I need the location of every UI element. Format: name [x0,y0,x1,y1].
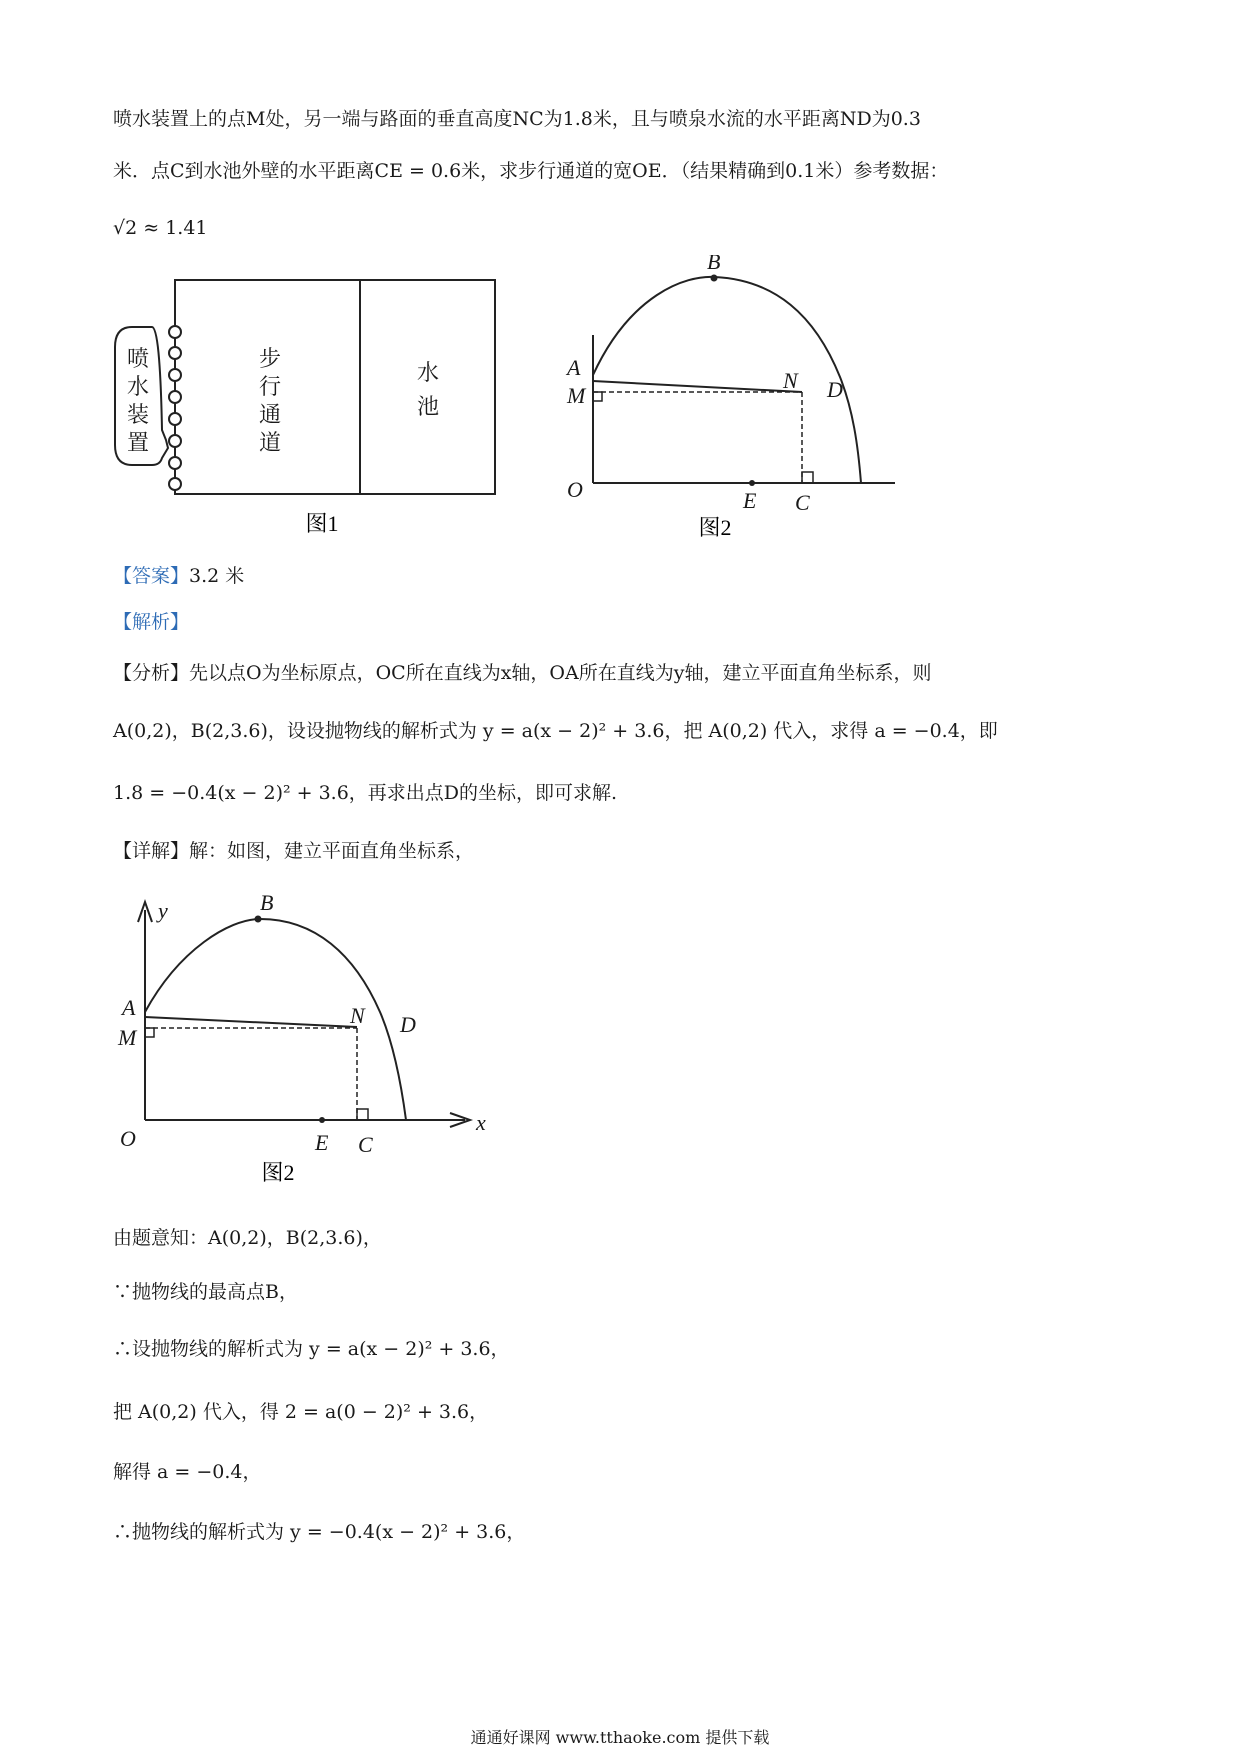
label-M: M [567,383,586,408]
figure-2-top-caption: 图2 [698,515,732,540]
figure-1-caption: 图1 [305,511,339,536]
walkway-char: 行 [258,374,282,399]
intro-line-1: 喷水装置上的点M处，另一端与路面的垂直高度NC为1.8米，且与喷泉水流的水平距离ND为0.3 [113,108,921,130]
analysis-tag: 【解析】 [113,611,190,633]
analysis-line [113,607,189,637]
intro-line-2: 米．点C到水池外壁的水平距离CE = 0.6米，求步行通道的宽OE．（结果精确到0.1米）参考数据： [113,160,949,182]
fenxi-line-1 [113,658,931,688]
label-B: B [707,255,721,274]
label-y: y [158,898,168,923]
answer-text: 3.2 米 [189,565,245,587]
fenxi-text-1: 先以点O为坐标原点，OC所在直线为x轴，OA所在直线为y轴，建立平面直角坐标系，则 [189,662,932,684]
device-char: 喷 [126,346,150,371]
label-D: D [400,1012,416,1037]
device-char: 水 [126,374,150,399]
label-E: E [743,488,757,513]
walkway-char: 通 [258,402,282,427]
figure-1 [110,270,510,550]
xiangjie-text: 解：如图，建立平面直角坐标系， [189,840,475,862]
label-D: D [827,377,843,402]
page-footer: 通通好课网 www.tthaoke.com 提供下载 [470,1728,770,1747]
device-char: 装 [126,402,150,427]
step-line: 把 A(0,2) 代入，得 2 = a(0 − 2)² + 3.6， [113,1401,489,1423]
label-O: O [567,477,583,502]
label-N: N [783,368,798,393]
walkway-char: 步 [258,346,282,371]
fenxi-line-2: A(0,2)，B(2,3.6)，设设抛物线的解析式为 y = a(x − 2)² + 3.6，把 A(0,2) 代入，求得 a = −0.4，即 [113,720,998,742]
step-line: 由题意知：A(0,2)，B(2,3.6)， [113,1227,382,1249]
device-char: 置 [126,430,150,455]
label-M: M [118,1025,137,1050]
label-O: O [120,1126,136,1151]
label-C: C [795,490,810,515]
step-line: ∴抛物线的解析式为 y = −0.4(x − 2)² + 3.6， [113,1521,526,1543]
answer-line [113,561,244,591]
step-line: ∵抛物线的最高点B， [113,1281,298,1303]
label-C: C [358,1132,373,1157]
label-E: E [315,1130,329,1155]
step-line: ∴设抛物线的解析式为 y = a(x − 2)² + 3.6， [113,1338,510,1360]
pool-char: 池 [416,394,440,419]
intro-line-3: √2 ≈ 1.41 [113,217,208,239]
pool-char: 水 [416,360,440,385]
figure-2-top [555,255,915,545]
label-x: x [476,1110,486,1135]
figure-2-bottom [110,890,510,1190]
step-line: 解得 a = −0.4， [113,1461,262,1483]
label-A: A [122,995,136,1020]
label-B: B [260,890,274,915]
answer-tag: 【答案】 [113,565,190,587]
label-N: N [350,1003,365,1028]
walkway-char: 道 [258,430,282,455]
xiangjie-tag: 【详解】 [113,840,190,862]
figure-2-bottom-caption: 图2 [261,1160,295,1185]
fenxi-line-3: 1.8 = −0.4(x − 2)² + 3.6，再求出点D的坐标，即可求解. [113,782,618,804]
label-A: A [567,355,581,380]
xiangjie-line [113,836,474,866]
fenxi-tag: 【分析】 [113,662,190,684]
